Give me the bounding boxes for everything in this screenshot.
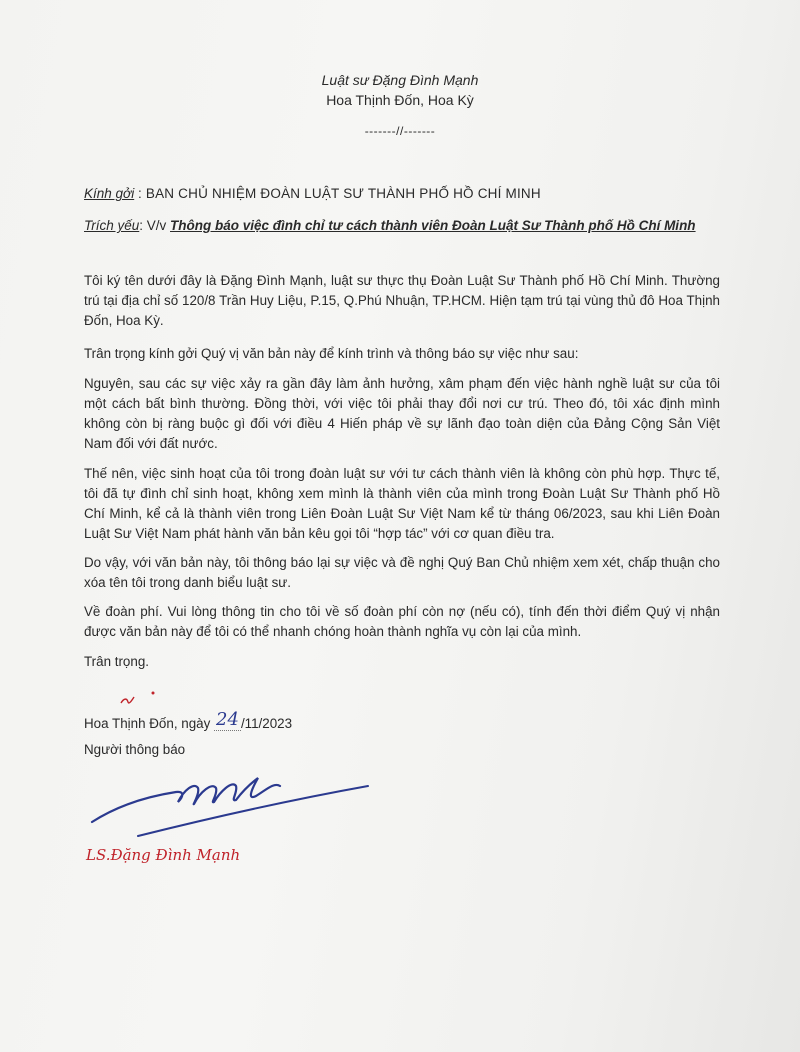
subject-value: Thông báo việc đình chỉ tư cách thành viên Đoàn Luật Sư Thành phố Hồ Chí Minh (170, 218, 696, 233)
place-date-prefix: Hoa Thịnh Đốn, ngày (84, 716, 215, 731)
closing-text: Trân trọng. (84, 654, 149, 669)
notifier-label: Người thông báo (84, 742, 186, 757)
header-separator: -------//------- (364, 124, 436, 138)
sender-address: Hoa Thịnh Đốn, Hoa Kỳ (326, 92, 474, 108)
handwritten-dot-icon (150, 690, 156, 696)
subject-line (84, 218, 696, 233)
paragraph-request: Do vậy, với văn bản này, tôi thông báo lại sự việc và đề nghị Quý Ban Chủ nhiệm xem xét, chấp thuận cho xóa tên tôi trong danh biểu luật sư. (84, 555, 720, 590)
handwritten-mark-icon (118, 694, 138, 710)
place-date (84, 709, 293, 734)
recipient-line (84, 186, 541, 201)
paragraph-background: Nguyên, sau các sự việc xảy ra gần đây làm ảnh hưởng, xâm phạm đến việc hành nghề luật sư của tôi một cách bất bình thường. Đồng thời, với việc tôi phải thay đổi nơi cư trú. Theo đó, tôi xác định mình không còn bị ràng buộc gì đối với điều 4 Hiến pháp về sự lãnh đạo toàn diện của Đảng Cộng Sản Việt Nam đối với đất nước. (84, 376, 720, 451)
handwritten-day: 24 (216, 709, 239, 730)
recipient-label: Kính gởi (84, 186, 135, 201)
paragraph-greeting: Trân trọng kính gởi Quý vị văn bản này để kính trình và thông báo sự việc như sau: (84, 346, 579, 361)
recipient-value: : BAN CHỦ NHIỆM ĐOÀN LUẬT SƯ THÀNH PHỐ HỒ CHÍ MINH (137, 186, 541, 201)
signature-icon (80, 762, 380, 842)
month-year: /11/2023 (240, 716, 293, 731)
sender-name: Luật sư Đặng Đình Mạnh (321, 72, 479, 88)
stamp-name: LS.Đặng Đình Mạnh (86, 846, 241, 864)
subject-prefix: : V/v (139, 218, 171, 233)
paragraph-membership: Thế nên, việc sinh hoạt của tôi trong đoàn luật sư với tư cách thành viên là không còn phù hợp. Thực tế, tôi đã tự đình chỉ sinh hoạt, không xem mình là thành viên của mình trong Đoàn Luật Sư Thành phố Hồ Chí Minh, kể cả là thành viên trong Liên Đoàn Luật Sư Việt Nam kể từ tháng 06/2023, sau khi Liên Đoàn Luật Sư Việt Nam phát hành văn bản kêu gọi tôi “hợp tác” với cơ quan điều tra. (84, 466, 720, 541)
paragraph-introduction: Tôi ký tên dưới đây là Đặng Đình Mạnh, luật sư thực thụ Đoàn Luật Sư Thành phố Hồ Chí Minh. Thường trú tại địa chỉ số 120/8 Trần Huy Liệu, P.15, Q.Phú Nhuận, TP.HCM. Hiện tạm trú tại vùng thủ đô Hoa Thịnh Đốn, Hoa Kỳ. (84, 273, 720, 328)
paragraph-fees: Về đoàn phí. Vui lòng thông tin cho tôi về số đoàn phí còn nợ (nếu có), tính đến thời điểm Quý vị nhận được văn bản này để tôi có thể nhanh chóng hoàn thành nghĩa vụ còn lại của mình. (84, 604, 720, 639)
subject-label: Trích yếu (84, 218, 140, 233)
